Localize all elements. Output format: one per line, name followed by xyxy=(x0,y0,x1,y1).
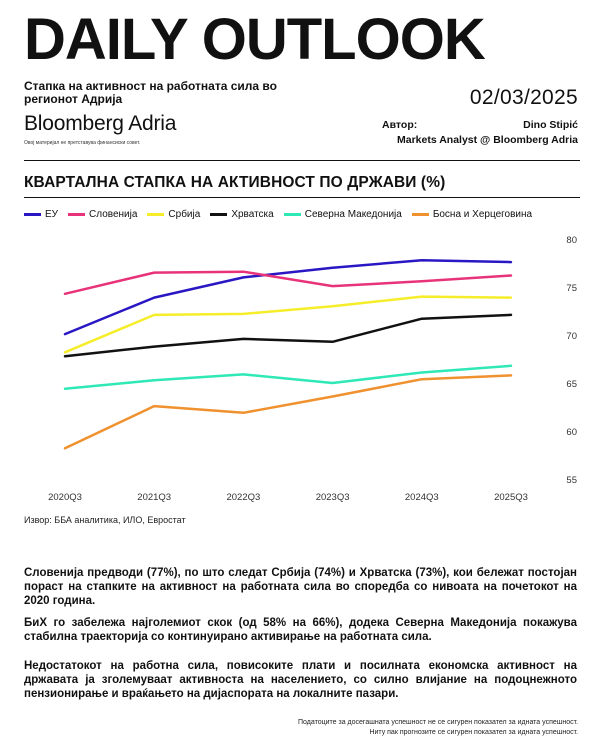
series-line-2 xyxy=(65,297,511,353)
legend-swatch xyxy=(147,213,164,216)
y-tick-label: 80 xyxy=(566,235,577,246)
legend-item-croatia xyxy=(210,209,273,220)
series-line-1 xyxy=(65,272,511,294)
legend-swatch xyxy=(210,213,227,216)
source-note: Извор: ББА аналитика, ИЛО, Евростат xyxy=(24,515,186,525)
legend-item-slovenia xyxy=(68,209,137,220)
legend-swatch xyxy=(284,213,301,216)
line-chart xyxy=(0,228,600,508)
legend-label: Босна и Херцеговина xyxy=(432,208,533,220)
x-tick-label: 2020Q3 xyxy=(48,492,82,503)
footer-disclaimer-1: Податоците за досегашната успешност не се сигурен показател за идната успешност. xyxy=(298,719,578,726)
series-line-5 xyxy=(65,375,511,448)
x-tick-label: 2023Q3 xyxy=(315,492,350,503)
legend-label: Хрватска xyxy=(231,208,274,220)
paragraph-3: Недостатокот на работна сила, повисоките плати и посилната економска активност на државата ја зголемуваат активноста на населението, со силно влијание на подоцнежното пензионирање и враќањето на дијаспората на локалните пазари. xyxy=(24,660,577,700)
legend-item-bih xyxy=(412,209,532,220)
masthead-title: DAILY OUTLOOK xyxy=(24,7,485,72)
y-tick-label: 60 xyxy=(566,427,577,438)
plot-lines xyxy=(65,260,511,448)
legend-item-north-macedonia xyxy=(284,209,402,220)
legend-swatch xyxy=(24,213,41,216)
author-name: Dino Stipić xyxy=(523,119,578,131)
x-tick-label: 2025Q3 xyxy=(494,492,528,503)
legend-label: ЕУ xyxy=(45,208,59,220)
disclaimer-note: Овој материјал не претставува финансиски совет. xyxy=(24,140,141,146)
legend-swatch xyxy=(68,213,85,216)
y-tick-label: 75 xyxy=(566,283,577,294)
legend-label: Србија xyxy=(168,208,201,220)
brand-logo: Bloomberg Adria xyxy=(24,112,177,135)
y-tick-label: 65 xyxy=(566,379,577,390)
x-axis-ticks xyxy=(48,492,528,503)
paragraph-2: БиХ го забележа најголемиот скок (од 58% на 66%), додека Северна Македонија покажува стабилна траекторија со континуирано активирање на работната сила. xyxy=(24,617,577,643)
report-date: 02/03/2025 xyxy=(469,86,578,109)
paragraph-1: Словенија предводи (77%), по што следат Србија (74%) и Хрватска (73%), кои бележат постојан пораст на стапките на активност на работната сила во споредба со нивоата на почетокот на 2020 година. xyxy=(24,567,577,607)
y-tick-label: 70 xyxy=(566,331,577,342)
legend-swatch xyxy=(412,213,429,216)
top-divider xyxy=(24,160,580,161)
x-tick-label: 2021Q3 xyxy=(137,492,172,503)
chart-title: КВАРТАЛНА СТАПКА НА АКТИВНОСТ ПО ДРЖАВИ (%) xyxy=(24,174,446,191)
series-line-3 xyxy=(65,315,511,356)
author-role: Markets Analyst @ Bloomberg Adria xyxy=(396,134,578,146)
author-label: Автор: xyxy=(382,119,418,131)
legend-label: Северна Македонија xyxy=(304,208,402,220)
x-tick-label: 2022Q3 xyxy=(226,492,261,503)
x-tick-label: 2024Q3 xyxy=(404,492,439,503)
legend-item-eu xyxy=(24,209,58,220)
footer-disclaimer-2: Ниту пак прогнозите се сигурен показател за идната успешност. xyxy=(369,729,578,736)
chart-legend xyxy=(24,207,542,221)
chart-title-divider xyxy=(24,197,580,198)
report-subtitle: Стапка на активност на работната сила во регионот Адрија xyxy=(24,79,277,106)
legend-label: Словенија xyxy=(89,208,138,220)
legend-item-serbia xyxy=(147,209,200,220)
y-axis-ticks xyxy=(566,235,577,486)
y-tick-label: 55 xyxy=(566,475,577,486)
